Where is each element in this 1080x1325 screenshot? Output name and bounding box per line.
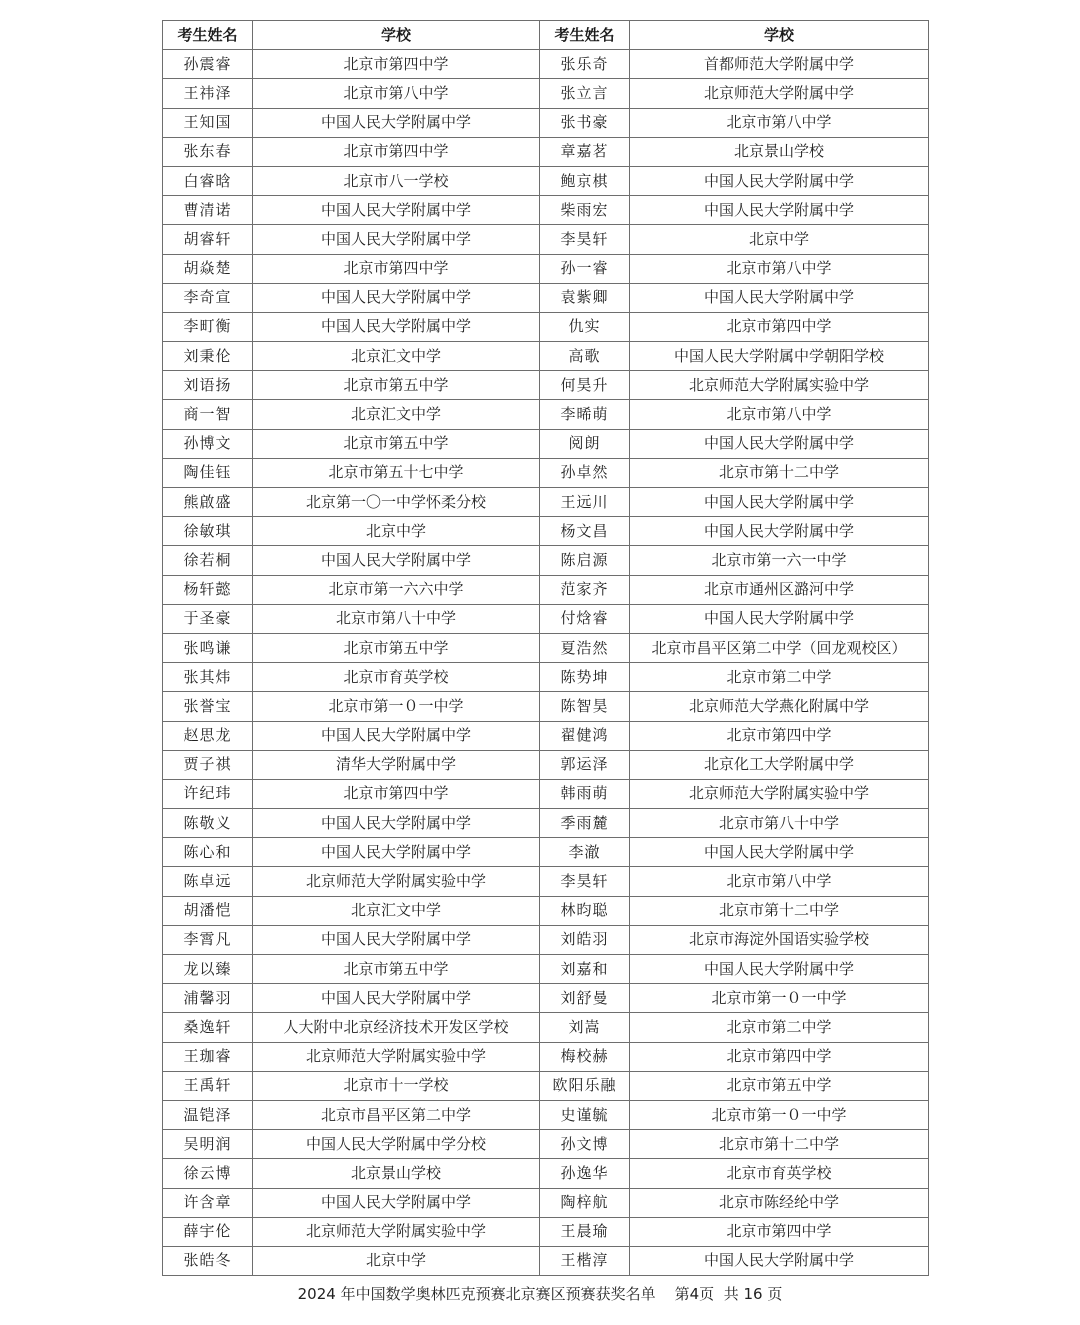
school-right: 北京市第十二中学 <box>630 1130 929 1159</box>
school-right: 中国人民大学附属中学 <box>630 429 929 458</box>
student-name-left: 王祎泽 <box>163 79 253 108</box>
school-right: 北京市育英学校 <box>630 1159 929 1188</box>
school-left: 北京市育英学校 <box>253 663 540 692</box>
school-left: 北京市第四中学 <box>253 254 540 283</box>
student-name-right: 陶梓航 <box>540 1188 630 1217</box>
student-name-right: 史谨毓 <box>540 1100 630 1129</box>
student-name-right: 张乐奇 <box>540 50 630 79</box>
school-right: 中国人民大学附属中学朝阳学校 <box>630 342 929 371</box>
student-name-left: 陶佳钰 <box>163 458 253 487</box>
student-name-right: 范家齐 <box>540 575 630 604</box>
school-left: 中国人民大学附属中学 <box>253 546 540 575</box>
school-left: 北京师范大学附属实验中学 <box>253 867 540 896</box>
school-left: 中国人民大学附属中学 <box>253 108 540 137</box>
school-right: 北京师范大学附属实验中学 <box>630 371 929 400</box>
school-left: 北京市第五中学 <box>253 429 540 458</box>
table-row <box>163 400 929 429</box>
school-right: 首都师范大学附属中学 <box>630 50 929 79</box>
student-name-right: 张书豪 <box>540 108 630 137</box>
school-left: 北京汇文中学 <box>253 342 540 371</box>
student-name-left: 陈敬义 <box>163 809 253 838</box>
student-name-right: 王楷淳 <box>540 1246 630 1275</box>
student-name-right: 王晨瑜 <box>540 1217 630 1246</box>
table-row <box>163 283 929 312</box>
student-name-left: 刘秉伦 <box>163 342 253 371</box>
student-name-right: 陈势坤 <box>540 663 630 692</box>
student-name-right: 韩雨萌 <box>540 779 630 808</box>
table-row <box>163 342 929 371</box>
student-name-right: 孙卓然 <box>540 458 630 487</box>
student-name-right: 陈智昊 <box>540 692 630 721</box>
student-name-right: 季雨麓 <box>540 809 630 838</box>
school-left: 北京景山学校 <box>253 1159 540 1188</box>
header-student-name-left: 考生姓名 <box>163 21 253 50</box>
student-name-right: 章嘉茗 <box>540 137 630 166</box>
school-right: 北京景山学校 <box>630 137 929 166</box>
table-row <box>163 896 929 925</box>
student-name-left: 商一智 <box>163 400 253 429</box>
student-name-left: 杨轩懿 <box>163 575 253 604</box>
student-name-left: 徐云博 <box>163 1159 253 1188</box>
table-row <box>163 779 929 808</box>
student-name-right: 鲍京棋 <box>540 166 630 195</box>
school-left: 北京市第四中学 <box>253 137 540 166</box>
table-row <box>163 196 929 225</box>
table-row <box>163 721 929 750</box>
student-name-left: 胡睿轩 <box>163 225 253 254</box>
table-row <box>163 1217 929 1246</box>
award-list-table <box>162 20 929 1276</box>
school-left: 北京市十一学校 <box>253 1071 540 1100</box>
school-right: 北京师范大学燕化附属中学 <box>630 692 929 721</box>
school-left: 中国人民大学附属中学 <box>253 838 540 867</box>
table-row <box>163 1246 929 1275</box>
school-left: 中国人民大学附属中学 <box>253 283 540 312</box>
school-left: 北京第一〇一中学怀柔分校 <box>253 488 540 517</box>
student-name-left: 张鸣谦 <box>163 633 253 662</box>
table-row <box>163 838 929 867</box>
school-right: 北京市第四中学 <box>630 312 929 341</box>
student-name-right: 高歌 <box>540 342 630 371</box>
student-name-right: 孙逸华 <box>540 1159 630 1188</box>
school-right: 北京市第一０一中学 <box>630 1100 929 1129</box>
student-name-left: 薛宇伦 <box>163 1217 253 1246</box>
student-name-right: 孙一睿 <box>540 254 630 283</box>
student-name-left: 张皓冬 <box>163 1246 253 1275</box>
student-name-right: 陈启源 <box>540 546 630 575</box>
school-left: 中国人民大学附属中学 <box>253 1188 540 1217</box>
table-row <box>163 108 929 137</box>
student-name-left: 孙博文 <box>163 429 253 458</box>
school-right: 北京市第四中学 <box>630 721 929 750</box>
school-left: 北京市第八十中学 <box>253 604 540 633</box>
table-row <box>163 1130 929 1159</box>
table-row <box>163 546 929 575</box>
student-name-right: 张立言 <box>540 79 630 108</box>
student-name-left: 赵思龙 <box>163 721 253 750</box>
student-name-right: 李澈 <box>540 838 630 867</box>
table-row <box>163 254 929 283</box>
school-right: 北京市第八中学 <box>630 108 929 137</box>
table-row <box>163 867 929 896</box>
school-right: 北京市第十二中学 <box>630 458 929 487</box>
school-right: 北京中学 <box>630 225 929 254</box>
table-row <box>163 50 929 79</box>
table-row <box>163 809 929 838</box>
school-right: 北京市第四中学 <box>630 1217 929 1246</box>
student-name-left: 胡焱楚 <box>163 254 253 283</box>
table-row <box>163 1188 929 1217</box>
table-row <box>163 1100 929 1129</box>
student-name-left: 王珈睿 <box>163 1042 253 1071</box>
student-name-left: 陈卓远 <box>163 867 253 896</box>
student-name-left: 贾子祺 <box>163 750 253 779</box>
table-row <box>163 371 929 400</box>
student-name-right: 李昊轩 <box>540 225 630 254</box>
student-name-left: 李町衡 <box>163 312 253 341</box>
school-right: 中国人民大学附属中学 <box>630 283 929 312</box>
student-name-left: 浦馨羽 <box>163 984 253 1013</box>
school-right: 北京市第八中学 <box>630 867 929 896</box>
student-name-right: 刘嘉和 <box>540 955 630 984</box>
school-right: 北京市陈经纶中学 <box>630 1188 929 1217</box>
school-left: 北京市八一学校 <box>253 166 540 195</box>
student-name-right: 翟健鸿 <box>540 721 630 750</box>
student-name-left: 胡潘恺 <box>163 896 253 925</box>
school-left: 北京汇文中学 <box>253 896 540 925</box>
student-name-left: 曹清诺 <box>163 196 253 225</box>
school-left: 北京市第五中学 <box>253 633 540 662</box>
student-name-left: 熊啟盛 <box>163 488 253 517</box>
student-name-right: 刘嵩 <box>540 1013 630 1042</box>
student-name-left: 刘语扬 <box>163 371 253 400</box>
school-right: 北京化工大学附属中学 <box>630 750 929 779</box>
school-right: 中国人民大学附属中学 <box>630 955 929 984</box>
school-right: 中国人民大学附属中学 <box>630 517 929 546</box>
student-name-right: 阅朗 <box>540 429 630 458</box>
table-row <box>163 692 929 721</box>
student-name-left: 徐敏琪 <box>163 517 253 546</box>
school-left: 北京师范大学附属实验中学 <box>253 1217 540 1246</box>
table-row <box>163 955 929 984</box>
table-row <box>163 458 929 487</box>
table-row <box>163 79 929 108</box>
table-row <box>163 1042 929 1071</box>
student-name-left: 桑逸轩 <box>163 1013 253 1042</box>
school-right: 北京师范大学附属实验中学 <box>630 779 929 808</box>
student-name-right: 夏浩然 <box>540 633 630 662</box>
school-left: 北京汇文中学 <box>253 400 540 429</box>
school-right: 中国人民大学附属中学 <box>630 838 929 867</box>
school-right: 北京市通州区潞河中学 <box>630 575 929 604</box>
school-left: 人大附中北京经济技术开发区学校 <box>253 1013 540 1042</box>
school-left: 北京市昌平区第二中学 <box>253 1100 540 1129</box>
school-left: 北京市第一０一中学 <box>253 692 540 721</box>
school-left: 中国人民大学附属中学 <box>253 721 540 750</box>
header-student-name-right: 考生姓名 <box>540 21 630 50</box>
school-right: 北京市第一０一中学 <box>630 984 929 1013</box>
school-left: 北京中学 <box>253 517 540 546</box>
school-left: 清华大学附属中学 <box>253 750 540 779</box>
school-right: 北京市第八中学 <box>630 254 929 283</box>
school-right: 北京市第十二中学 <box>630 896 929 925</box>
page-footer: 2024 年中国数学奥林匹克预赛北京赛区预赛获奖名单 第4页 共 16 页 <box>297 1285 783 1303</box>
student-name-left: 温铠泽 <box>163 1100 253 1129</box>
student-name-right: 李昊轩 <box>540 867 630 896</box>
school-left: 中国人民大学附属中学 <box>253 809 540 838</box>
school-right: 北京市第八十中学 <box>630 809 929 838</box>
school-left: 北京师范大学附属实验中学 <box>253 1042 540 1071</box>
student-name-right: 仇实 <box>540 312 630 341</box>
student-name-right: 李晞萌 <box>540 400 630 429</box>
table-row <box>163 312 929 341</box>
student-name-left: 徐若桐 <box>163 546 253 575</box>
student-name-left: 张东春 <box>163 137 253 166</box>
student-name-left: 于圣豪 <box>163 604 253 633</box>
school-right: 中国人民大学附属中学 <box>630 196 929 225</box>
student-name-right: 付焓睿 <box>540 604 630 633</box>
school-right: 北京市昌平区第二中学（回龙观校区） <box>630 633 929 662</box>
student-name-right: 杨文昌 <box>540 517 630 546</box>
student-name-right: 袁紫卿 <box>540 283 630 312</box>
table-row <box>163 925 929 954</box>
table-row <box>163 517 929 546</box>
table-row <box>163 750 929 779</box>
student-name-right: 欧阳乐融 <box>540 1071 630 1100</box>
school-left: 北京市第四中学 <box>253 50 540 79</box>
student-name-left: 陈心和 <box>163 838 253 867</box>
header-school-left: 学校 <box>253 21 540 50</box>
school-right: 北京市第二中学 <box>630 1013 929 1042</box>
school-left: 北京市第五中学 <box>253 371 540 400</box>
table-row <box>163 1071 929 1100</box>
school-left: 中国人民大学附属中学分校 <box>253 1130 540 1159</box>
school-right: 北京市第四中学 <box>630 1042 929 1071</box>
student-name-right: 孙文博 <box>540 1130 630 1159</box>
school-right: 中国人民大学附属中学 <box>630 1246 929 1275</box>
header-school-right: 学校 <box>630 21 929 50</box>
student-name-right: 刘舒曼 <box>540 984 630 1013</box>
student-name-right: 郭运泽 <box>540 750 630 779</box>
school-right: 北京市第八中学 <box>630 400 929 429</box>
table-row <box>163 604 929 633</box>
school-left: 北京市第五中学 <box>253 955 540 984</box>
student-name-left: 李奇宣 <box>163 283 253 312</box>
school-right: 北京师范大学附属中学 <box>630 79 929 108</box>
school-left: 北京市第一六六中学 <box>253 575 540 604</box>
table-row <box>163 633 929 662</box>
student-name-left: 许纪玮 <box>163 779 253 808</box>
school-left: 中国人民大学附属中学 <box>253 312 540 341</box>
table-row <box>163 166 929 195</box>
student-name-left: 张誉宝 <box>163 692 253 721</box>
school-left: 北京市第五十七中学 <box>253 458 540 487</box>
student-name-right: 王远川 <box>540 488 630 517</box>
school-right: 北京市第五中学 <box>630 1071 929 1100</box>
school-left: 中国人民大学附属中学 <box>253 196 540 225</box>
student-name-left: 王知国 <box>163 108 253 137</box>
table-row <box>163 1159 929 1188</box>
school-left: 北京市第八中学 <box>253 79 540 108</box>
school-left: 中国人民大学附属中学 <box>253 225 540 254</box>
school-left: 北京市第四中学 <box>253 779 540 808</box>
student-name-left: 李霄凡 <box>163 925 253 954</box>
table-header-row <box>163 21 929 50</box>
student-name-right: 柴雨宏 <box>540 196 630 225</box>
school-left: 中国人民大学附属中学 <box>253 984 540 1013</box>
student-name-right: 何昊升 <box>540 371 630 400</box>
table-row <box>163 984 929 1013</box>
school-left: 北京中学 <box>253 1246 540 1275</box>
table-row <box>163 1013 929 1042</box>
student-name-right: 林昀聪 <box>540 896 630 925</box>
table-row <box>163 488 929 517</box>
student-name-left: 许含章 <box>163 1188 253 1217</box>
school-right: 中国人民大学附属中学 <box>630 166 929 195</box>
table-row <box>163 225 929 254</box>
school-right: 中国人民大学附属中学 <box>630 488 929 517</box>
student-name-left: 龙以臻 <box>163 955 253 984</box>
student-name-right: 刘皓羽 <box>540 925 630 954</box>
student-name-right: 梅校赫 <box>540 1042 630 1071</box>
table-row <box>163 429 929 458</box>
table-row <box>163 137 929 166</box>
student-name-left: 张其炜 <box>163 663 253 692</box>
school-right: 北京市第二中学 <box>630 663 929 692</box>
student-name-left: 孙震睿 <box>163 50 253 79</box>
school-right: 中国人民大学附属中学 <box>630 604 929 633</box>
student-name-left: 白睿晗 <box>163 166 253 195</box>
student-name-left: 王禹轩 <box>163 1071 253 1100</box>
table-row <box>163 575 929 604</box>
school-left: 中国人民大学附属中学 <box>253 925 540 954</box>
table-row <box>163 663 929 692</box>
student-name-left: 吴明润 <box>163 1130 253 1159</box>
table-body <box>163 50 929 1276</box>
school-right: 北京市第一六一中学 <box>630 546 929 575</box>
school-right: 北京市海淀外国语实验学校 <box>630 925 929 954</box>
